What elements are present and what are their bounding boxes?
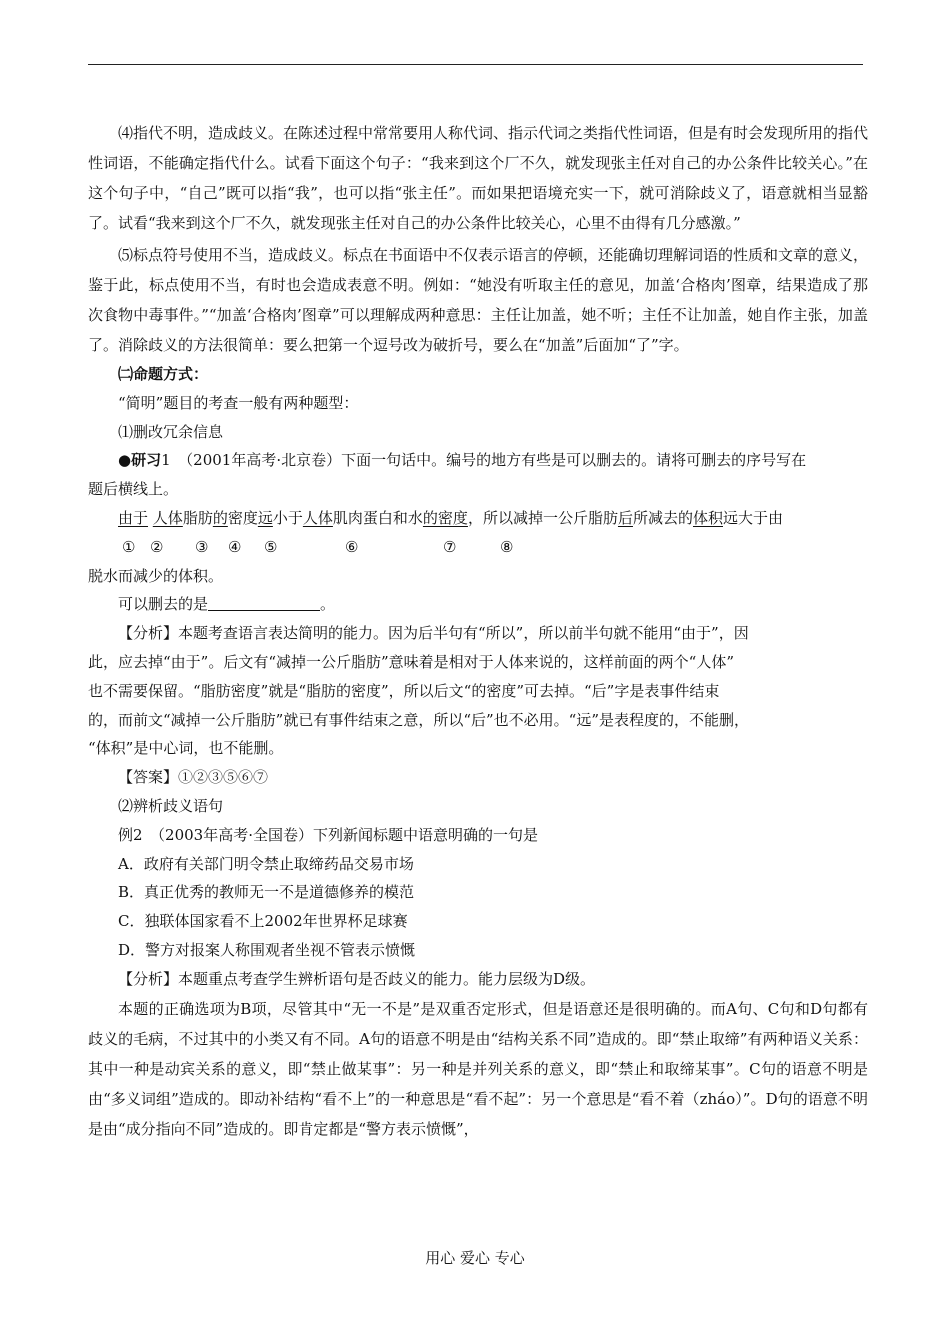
- sentence-segment: 所减去的: [632, 508, 693, 527]
- example-2-question: 例2 （2003年高考·全国卷）下列新闻标题中语意明确的一句是: [118, 825, 538, 844]
- example-2-option-a: A．政府有关部门明令禁止取缔药品交易市场: [118, 854, 414, 873]
- example-2-analysis-head: [88, 965, 868, 994]
- example-1-number-markers: [88, 533, 868, 562]
- number-marker: ⑦: [443, 537, 457, 556]
- sentence-segment: 远: [257, 508, 273, 527]
- example-1-answer-blank: [88, 590, 868, 619]
- analysis-line: 也不需要保留。“脂肪密度”就是“脂肪的密度”，所以后文“的密度”可去掉。“后”字是表事件结束: [88, 681, 720, 700]
- blank-suffix: 。: [320, 595, 336, 614]
- example-1-answer: [88, 763, 868, 792]
- analysis-line: 的，而前文“减掉一公斤脂肪”就已有事件结束之意，所以“后”也不必用。“远”是表程度的，不能删，: [88, 710, 750, 729]
- sentence-segment: 后: [617, 508, 633, 527]
- example-1-question-text: （2001年高考·北京卷）下面一句话中。编号的地方有些是可以删去的。请将可删去的序号写在: [185, 451, 807, 470]
- example-1-analysis: [88, 619, 868, 763]
- sentence-segment: 脂肪: [182, 508, 213, 527]
- answer-blank-line: [208, 594, 320, 611]
- paragraph-ambiguous-reference: ⑷指代不明，造成歧义。在陈述过程中常常要用人称代词、指示代词之类指代性词语，但是有时会发现所用的指代性词语，不能确定指代什么。试看下面这个句子：“我来到这个厂不久，就发现张主任对自己的办公条件比较关心。”在这个句子中，“自己”既可以指“我”，也可以指“张主任”。而如果把语境充实一下，就可消除歧义了，语意就相当显豁了。试看“我来到这个厂不久，就发现张主任对自己的办公条件比较关心，心里不由得有几分感激。”: [88, 124, 869, 232]
- analysis-line: “体积”是中心词，也不能删。: [88, 739, 284, 758]
- example-1-label: ●研习: [118, 451, 162, 470]
- analysis-tag: 【分析】: [118, 969, 179, 988]
- blank-prefix: 可以删去的是: [118, 595, 209, 614]
- sentence-segment: 人体: [302, 508, 333, 527]
- header-rule: [88, 64, 863, 65]
- analysis-text: 本题考查语言表达简明的能力。因为后半句有“所以”，所以前半句就不能用“由于”，因: [178, 624, 749, 643]
- document-body: [88, 118, 868, 1144]
- sentence-segment: 密度: [227, 508, 258, 527]
- question-type-2: ⑵辨析歧义语句: [118, 796, 224, 815]
- sentence-segment: 人体: [152, 508, 183, 527]
- page-footer: 用心 爱心 专心: [425, 1249, 525, 1267]
- analysis-text: 本题重点考查学生辨析语句是否歧义的能力。能力层级为D级。: [178, 969, 596, 988]
- number-marker: ⑥: [345, 537, 359, 556]
- sentence-segment: 远大于由: [723, 508, 784, 527]
- analysis-tag: 【分析】: [118, 624, 179, 643]
- sentence-segment: 的: [212, 508, 228, 527]
- number-marker: ⑧: [500, 537, 514, 556]
- sentence-segment: 体积: [692, 508, 723, 527]
- sentence-segment: ，所以减掉一公斤脂肪: [467, 508, 618, 527]
- number-marker: ①: [122, 537, 136, 556]
- example-1-sentence-end: 脱水而减少的体积。: [88, 566, 224, 585]
- example-2-option-b: B．真正优秀的教师无一不是道德修养的模范: [118, 883, 415, 902]
- example-2-option-d: D．警方对报案人称围观者坐视不管表示愤慨: [118, 940, 416, 959]
- sentence-segment: 的密度: [422, 508, 468, 527]
- sentence-segment: 肌肉蛋白和水: [332, 508, 423, 527]
- example-2-analysis-body: 本题的正确选项为B项，尽管其中“无一不是”是双重否定形式，但是语意还是很明确的。而A句、C句和D句都有歧义的毛病，不过其中的小类又有不同。A句的语意不明是由“结构关系不同”造成的。即“禁止取缔”有两种语义关系：其中一种是动宾关系的意义，即“禁止做某事”：另一种是并列关系的意义，即“禁止和取缔某事”。C句的语意不明是由“多义词组”造成的。即动补结构“看不上”的一种意思是“看不起”：另一个意思是“看不着（zháo）”。D句的语意不明是由“成分指向不同”造成的。即肯定都是“警方表示愤慨”，: [88, 999, 868, 1138]
- sentence-segment: 由于: [118, 508, 149, 527]
- analysis-line: [88, 619, 868, 648]
- number-marker: ④: [228, 537, 242, 556]
- paragraph-punctuation-ambiguity: ⑸标点符号使用不当，造成歧义。标点在书面语中不仅表示语言的停顿，还能确切理解词语的性质和文章的意义，鉴于此，标点使用不当，有时也会造成表意不明。例如：“她没有听取主任的意见，加盖‘合格肉’图章，结果造成了那次食物中毒事件。”“加盖‘合格肉’图章”可以理解成两种意思：主任让加盖，她不听；主任不让加盖，她自作主张，加盖了。消除歧义的方法很简单：要么把第一个逗号改为破折号，要么在“加盖”后面加“了”字。: [88, 246, 869, 354]
- answer-tag: 【答案】: [118, 768, 179, 787]
- number-marker: ②: [150, 537, 164, 556]
- section-heading: ㈡命题方式：: [118, 365, 209, 383]
- example-1-question: [88, 446, 868, 475]
- question-type-1: ⑴删改冗余信息: [118, 422, 224, 441]
- sentence-segment: 小于: [272, 508, 303, 527]
- answer-text: ①②③⑤⑥⑦: [178, 768, 269, 787]
- example-1-number: 1: [161, 451, 171, 470]
- example-1-sentence: [88, 504, 868, 533]
- analysis-line: 此，应去掉“由于”。后文有“减掉一公斤脂肪”意味着是相对于人体来说的，这样前面的两个“人体”: [88, 652, 735, 671]
- number-marker: ⑤: [264, 537, 278, 556]
- example-1-question-cont: 题后横线上。: [88, 480, 179, 499]
- number-marker: ③: [195, 537, 209, 556]
- example-2-option-c: C．独联体国家看不上2002年世界杯足球赛: [118, 912, 408, 931]
- section-intro: “简明”题目的考查一般有两种题型：: [118, 393, 359, 412]
